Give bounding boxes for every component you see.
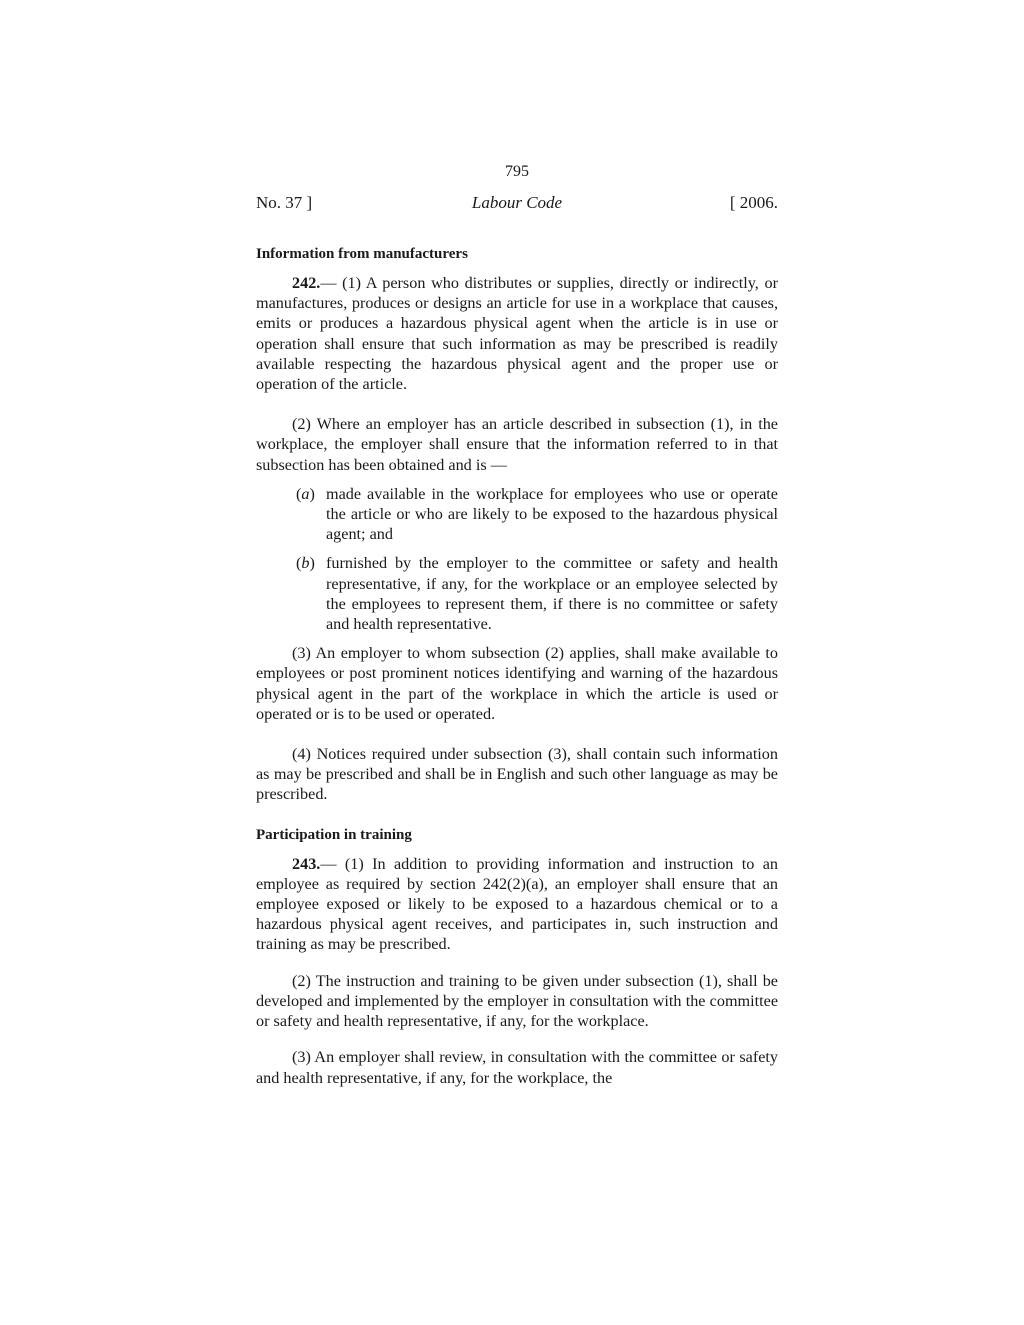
running-head (256, 193, 778, 215)
list-item-marker: (b) (296, 554, 315, 573)
list-item-text: made available in the workplace for employees who use or operate the article or who are likely to be exposed to the hazardous physical agent; and (326, 484, 778, 544)
list-item (256, 484, 778, 545)
page-number: 795 (505, 163, 529, 180)
running-head-number: No. 37 ] (256, 193, 313, 212)
section-number-242: 242. (292, 274, 321, 292)
document-body (256, 244, 778, 1088)
list-item-marker: (a) (296, 484, 315, 503)
section-heading-242: Information from manufacturers (256, 246, 468, 262)
section-heading-243: Participation in training (256, 826, 412, 843)
section-243-subsection-1-text: — (1) In addition to providing information and instruction to an employee as required by section 242(2)(a), an employer shall ensure that an employee exposed or likely to be exposed to a hazardous chemical or to a hazardous physical agent receives, and participates in, such instruction and training as may be prescribed. (256, 854, 778, 954)
section-242-item-list (256, 484, 778, 634)
list-item (256, 553, 778, 634)
running-head-title: Labour Code (471, 193, 563, 212)
section-242-subsection-4: (4) Notices required under subsection (3), shall contain such information as may be prescribed and shall be in English and such other language as may be prescribed. (256, 745, 778, 804)
section-242-subsection-1 (256, 273, 778, 394)
running-head-year: [ 2006. (729, 193, 778, 212)
section-243-subsection-2: (2) The instruction and training to be given under subsection (1), shall be developed and implemented by the employer in consultation with the committee or safety and health representative, if any, for the workplace. (256, 971, 778, 1031)
section-243-subsection-3: (3) An employer shall review, in consultation with the committee or safety and health representative, if any, for the workplace, the (256, 1048, 778, 1087)
section-number-243: 243. (292, 854, 321, 873)
section-243-subsection-1 (256, 854, 778, 955)
section-242-subsection-3: (3) An employer to whom subsection (2) applies, shall make available to employees or post prominent notices identifying and warning of the hazardous physical agent in the part of the workplace in which the article is used or operated or is to be used or operated. (256, 644, 778, 723)
section-242-subsection-2: (2) Where an employer has an article described in subsection (1), in the workplace, the employer shall ensure that the information referred to in that subsection has been obtained and is — (256, 415, 778, 474)
section-242-subsection-1-text: — (1) A person who distributes or supplies, directly or indirectly, or manufactures, produces or designs an article for use in a workplace that causes, emits or produces a hazardous physical agent when the article is in use or operation shall ensure that such information as may be prescribed is readily available respecting the hazardous physical agent and the proper use or operation of the article. (256, 274, 778, 394)
list-item-text: furnished by the employer to the committee or safety and health representative, if any, for the workplace or an employee selected by the employees to represent them, if there is no committee or safety and health representative. (326, 554, 778, 634)
